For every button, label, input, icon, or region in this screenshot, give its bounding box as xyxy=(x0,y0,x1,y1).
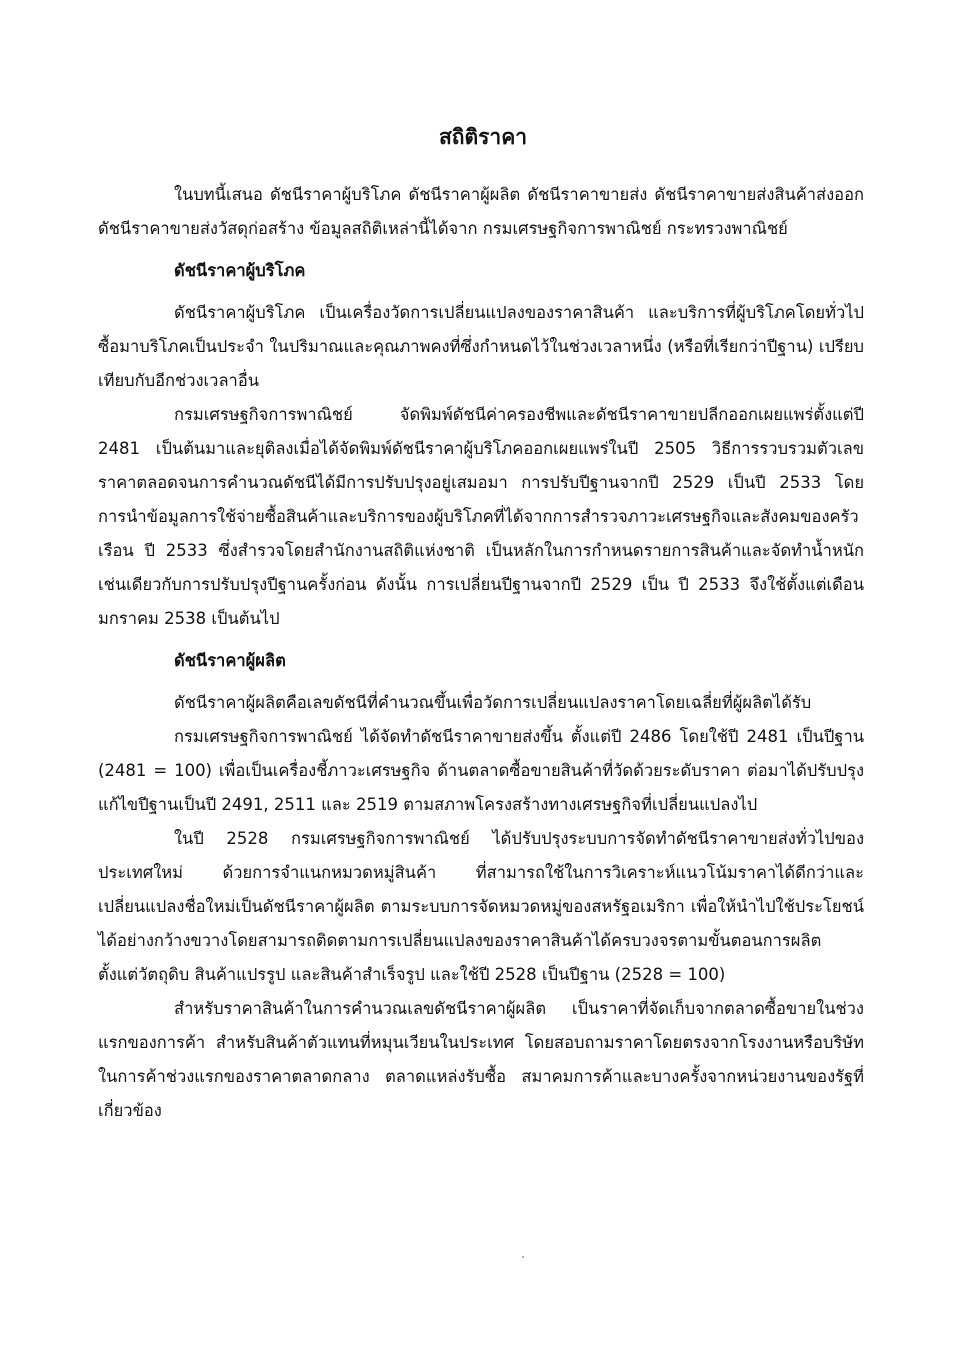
section-heading: ดัชนีราคาผู้บริโภค xyxy=(174,261,306,280)
paragraph: ดัชนีราคาผู้ผลิตคือเลขดัชนีที่คำนวณขึ้นเพื่อวัดการเปลี่ยนแปลงราคาโดยเฉลี่ยที่ผู้ผลิตได้รับ xyxy=(174,693,812,712)
page-title: สถิติราคา xyxy=(438,125,528,149)
section-producer-price-index xyxy=(98,644,864,1128)
scan-speck xyxy=(522,1256,524,1258)
intro-paragraph: ในบทนี้เสนอ ดัชนีราคาผู้บริโภค ดัชนีราคาผู้ผลิต ดัชนีราคาขายส่ง ดัชนีราคาขายส่งสินค้าส่งออก ดัชนีราคาขายส่งวัสดุก่อสร้าง ข้อมูลสถิติเหล่านี้ได้จาก กรมเศรษฐกิจการพาณิชย์ กระทรวงพาณิชย์ xyxy=(98,185,864,238)
document-body xyxy=(98,178,864,1128)
paragraph: กรมเศรษฐกิจการพาณิชย์ ได้จัดทำดัชนีราคาขายส่งขึ้น ตั้งแต่ปี 2486 โดยใช้ปี 2481 เป็นปีฐาน (2481 = 100) เพื่อเป็นเครื่องชี้ภาวะเศรษฐกิจ ด้านตลาดซื้อขายสินค้าที่วัดด้วยระดับราคา ต่อมาได้ปรับปรุงแก้ไขปีฐานเป็นปี 2491, 2511 และ 2519 ตามสภาพโครงสร้างทางเศรษฐกิจที่เปลี่ยนแปลงไป xyxy=(98,727,864,814)
paragraph: ในปี 2528 กรมเศรษฐกิจการพาณิชย์ ได้ปรับปรุงระบบการจัดทำดัชนีราคาขายส่งทั่วไปของประเทศใหม่ ด้วยการจำแนกหมวดหมู่สินค้า ที่สามารถใช้ในการวิเคราะห์แนวโน้มราคาได้ดีกว่าและเปลี่ยนแปลงชื่อใหม่เป็นดัชนีราคาผู้ผลิต ตามระบบการจัดหมวดหมู่ของสหรัฐอเมริกา เพื่อให้นำไปใช้ประโยชน์ได้อย่างกว้างขวางโดยสามารถติดตามการเปลี่ยนแปลงของราคาสินค้าได้ครบวงจรตามขั้นตอนการผลิต ตั้งแต่วัตถุดิบ สินค้าแปรรูป และสินค้าสำเร็จรูป และใช้ปี 2528 เป็นปีฐาน (2528 = 100) xyxy=(98,829,864,984)
paragraph: กรมเศรษฐกิจการพาณิชย์ จัดพิมพ์ดัชนีค่าครองชีพและดัชนีราคาขายปลีกออกเผยแพร่ตั้งแต่ปี 2481 เป็นต้นมาและยุติลงเมื่อได้จัดพิมพ์ดัชนีราคาผู้บริโภคออกเผยแพร่ในปี 2505 วิธีการรวบรวมตัวเลขราคาตลอดจนการคำนวณดัชนีได้มีการปรับปรุงอยู่เสมอมา การปรับปีฐานจากปี 2529 เป็นปี 2533 โดยการนำข้อมูลการใช้จ่ายซื้อสินค้าและบริการของผู้บริโภคที่ได้จากการสำรวจภาวะเศรษฐกิจและสังคมของครัวเรือน ปี 2533 ซึ่งสำรวจโดยสำนักงานสถิติแห่งชาติ เป็นหลักในการกำหนดรายการสินค้าและจัดทำน้ำหนักเช่นเดียวกับการปรับปรุงปีฐานครั้งก่อน ดังนั้น การเปลี่ยนปีฐานจากปี 2529 เป็น ปี 2533 จึงใช้ตั้งแต่เดือนมกราคม 2538 เป็นต้นไป xyxy=(98,405,864,628)
paragraph: สำหรับราคาสินค้าในการคำนวณเลขดัชนีราคาผู้ผลิต เป็นราคาที่จัดเก็บจากตลาดซื้อขายในช่วงแรกของการค้า สำหรับสินค้าตัวแทนที่หมุนเวียนในประเทศ โดยสอบถามราคาโดยตรงจากโรงงานหรือบริษัทในการค้าช่วงแรกของราคาตลาดกลาง ตลาดแหล่งรับซื้อ สมาคมการค้าและบางครั้งจากหน่วยงานของรัฐที่เกี่ยวข้อง xyxy=(98,999,864,1120)
section-consumer-price-index xyxy=(98,254,864,636)
section-heading: ดัชนีราคาผู้ผลิต xyxy=(174,651,286,670)
paragraph: ดัชนีราคาผู้บริโภค เป็นเครื่องวัดการเปลี่ยนแปลงของราคาสินค้า และบริการที่ผู้บริโภคโดยทั่วไปซื้อมาบริโภคเป็นประจำ ในปริมาณและคุณภาพคงที่ซึ่งกำหนดไว้ในช่วงเวลาหนึ่ง (หรือที่เรียกว่าปีฐาน) เปรียบเทียบกับอีกช่วงเวลาอื่น xyxy=(98,303,864,390)
